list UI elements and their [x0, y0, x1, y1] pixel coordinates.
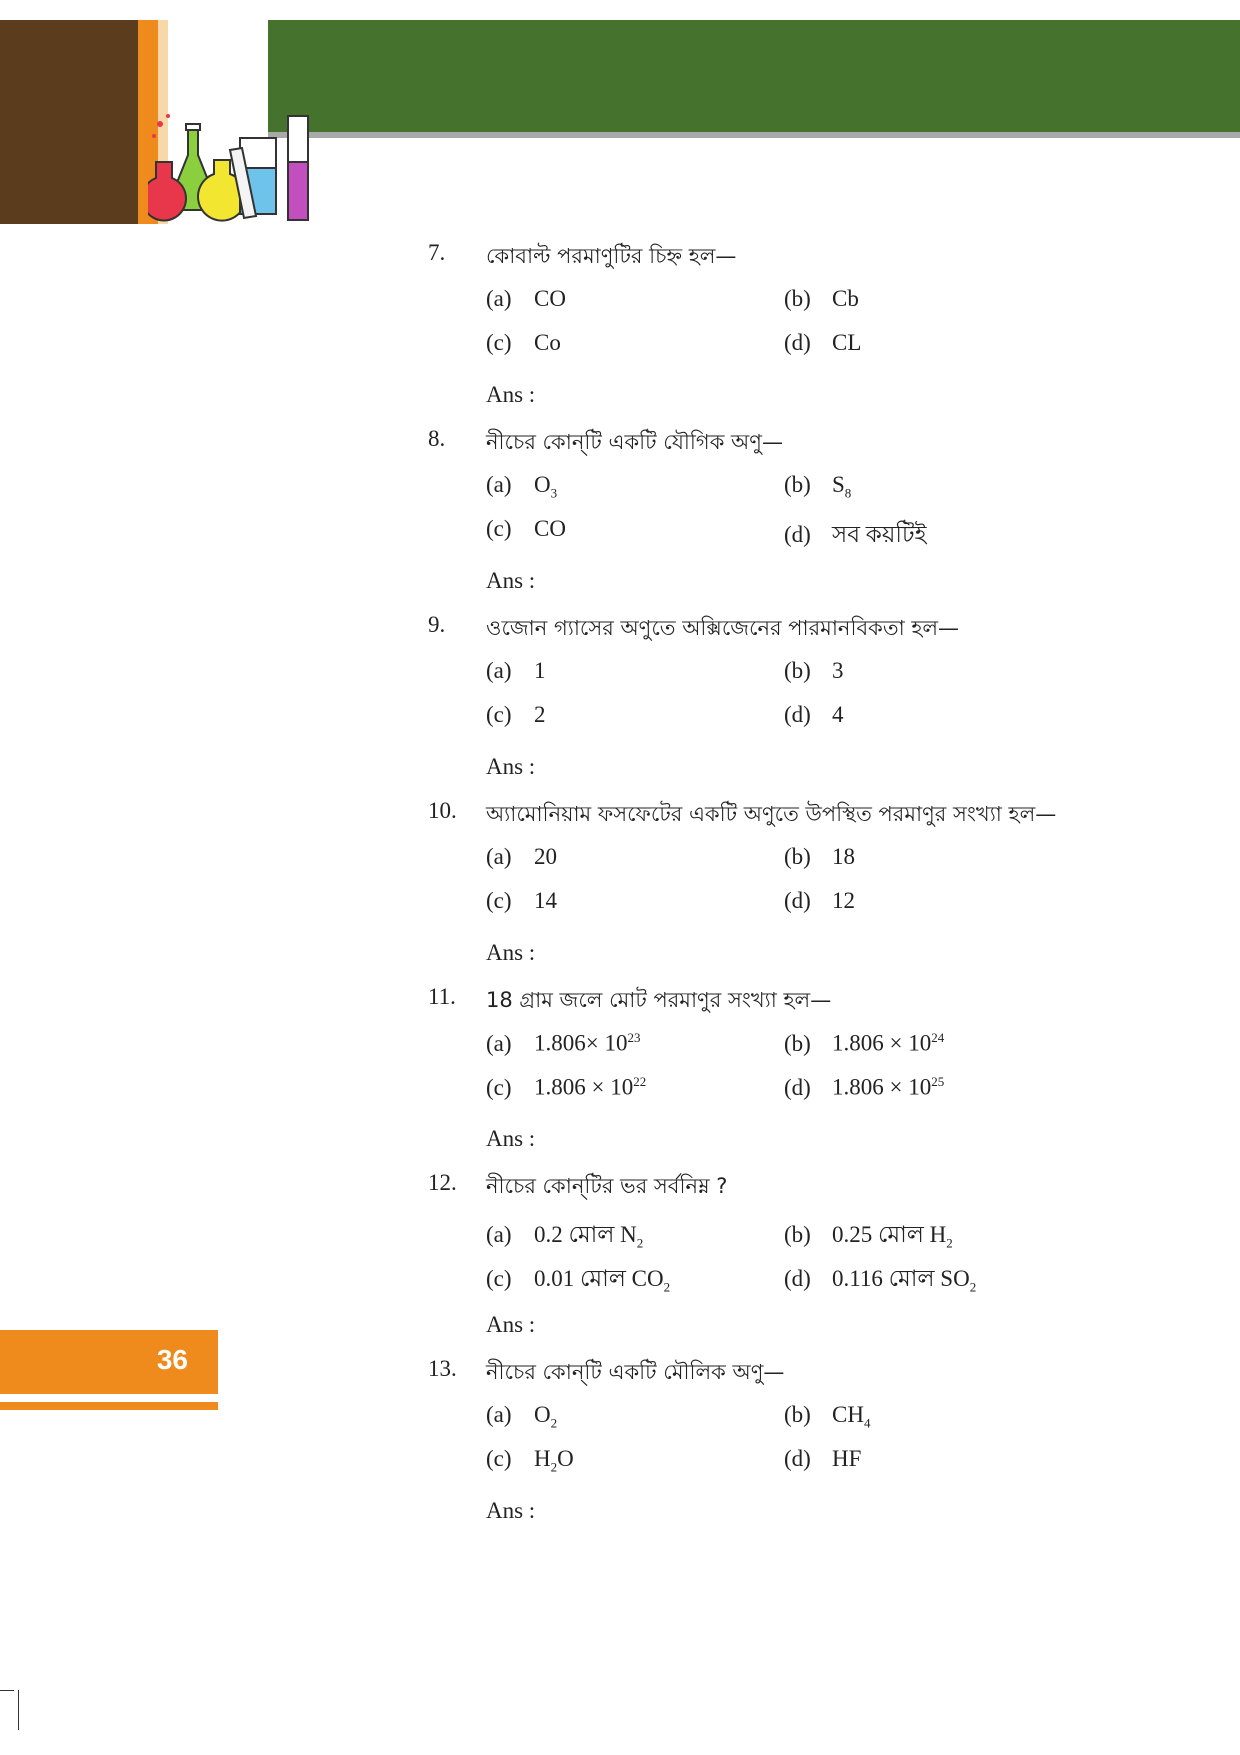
option-superscript: 22 — [633, 1074, 647, 1089]
option-label: (c) — [486, 888, 512, 913]
question-number: 10. — [428, 798, 457, 823]
option-value: CO — [534, 286, 566, 311]
header-brown-block — [0, 20, 140, 224]
answer-label: Ans : — [486, 940, 536, 965]
option-d — [784, 888, 855, 914]
header-banner-shadow — [268, 132, 1240, 138]
option-subscript: 3 — [550, 485, 558, 501]
option-c — [486, 1074, 646, 1101]
option-label: (a) — [486, 658, 512, 683]
option-value: O — [534, 1402, 551, 1427]
answer-label: Ans : — [486, 1126, 536, 1151]
option-value: CO — [534, 516, 566, 541]
option-label: (d) — [784, 888, 811, 913]
answer-label: Ans : — [486, 1312, 536, 1337]
option-label: (c) — [486, 516, 512, 541]
option-subscript: 2 — [946, 1235, 953, 1251]
option-superscript: 24 — [931, 1030, 945, 1045]
option-label: (a) — [486, 286, 512, 311]
option-label: (d) — [784, 330, 811, 355]
option-label: (a) — [486, 844, 512, 869]
option-subscript: 2 — [550, 1415, 558, 1431]
option-b — [784, 658, 844, 684]
option-c — [486, 1260, 670, 1299]
option-c — [486, 330, 561, 356]
option-a — [486, 472, 557, 502]
question-block — [0, 426, 1240, 612]
option-c — [486, 888, 557, 914]
question-number: 8. — [428, 426, 446, 451]
option-d — [784, 330, 861, 356]
question-number: 13. — [428, 1356, 457, 1381]
option-value: 1.806 × 10 — [832, 1030, 932, 1056]
option-value: H — [534, 1446, 551, 1471]
option-value: 4 — [832, 702, 844, 727]
option-b — [784, 844, 855, 870]
option-subscript: 4 — [863, 1415, 871, 1431]
option-b — [784, 286, 859, 312]
option-value: 2 — [534, 702, 546, 727]
option-subscript: 2 — [969, 1279, 977, 1295]
option-a — [486, 1402, 557, 1432]
page-number-tab — [0, 1330, 218, 1394]
option-label: (b) — [784, 286, 811, 311]
option-label: (b) — [784, 844, 811, 869]
option-c — [486, 516, 566, 542]
option-value: 18 — [832, 844, 855, 869]
option-label: (c) — [486, 1446, 512, 1471]
option-d — [784, 1446, 861, 1472]
answer-label: Ans : — [486, 1498, 536, 1523]
option-value: 20 — [534, 844, 557, 869]
option-value: 1.806 × 10 — [534, 1074, 634, 1100]
option-label: (c) — [486, 330, 512, 355]
option-b — [784, 472, 851, 502]
option-label: (a) — [486, 1030, 512, 1056]
option-label: (a) — [486, 1222, 512, 1247]
option-label: (d) — [784, 1074, 811, 1100]
crop-mark — [0, 1690, 14, 1691]
option-a — [486, 1030, 640, 1057]
option-value: 12 — [832, 888, 855, 913]
option-label: (d) — [784, 1266, 811, 1291]
question-text: অ্যামোনিয়াম ফসফেটের একটি অণুতে উপস্থিত পরমাণুর সংখ্যা হল— — [486, 802, 1057, 826]
option-value: CH — [832, 1402, 864, 1427]
question-number: 7. — [428, 240, 446, 265]
option-value: 1 — [534, 658, 546, 683]
option-label: (b) — [784, 472, 811, 497]
option-value: Cb — [832, 286, 859, 311]
option-value: 0.2 মোল N — [534, 1222, 637, 1247]
option-label: (b) — [784, 1402, 811, 1427]
option-superscript: 23 — [627, 1030, 641, 1045]
option-d — [784, 516, 926, 555]
option-value: S — [832, 472, 845, 497]
option-value: 1.806× 10 — [534, 1030, 628, 1056]
question-block — [0, 612, 1240, 798]
option-label: (b) — [784, 1222, 811, 1247]
option-a — [486, 658, 546, 684]
option-label: (b) — [784, 658, 811, 683]
option-value: CL — [832, 330, 862, 355]
option-label: (b) — [784, 1030, 811, 1056]
option-label: (d) — [784, 702, 811, 727]
question-number: 11. — [428, 984, 456, 1009]
option-value: O — [534, 472, 551, 497]
question-block — [0, 984, 1240, 1170]
option-label: (a) — [486, 472, 512, 497]
question-text: নীচের কোন্‌টি একটি যৌগিক অণু— — [486, 430, 783, 454]
option-value: 0.116 মোল SO — [832, 1266, 970, 1291]
header-green-banner — [268, 20, 1240, 132]
answer-label: Ans : — [486, 382, 536, 407]
option-d — [784, 1260, 976, 1299]
option-value: 3 — [832, 658, 844, 683]
option-label: (c) — [486, 1266, 512, 1291]
answer-label: Ans : — [486, 568, 536, 593]
option-c — [486, 1446, 574, 1476]
option-a — [486, 1216, 643, 1255]
option-value: 0.01 মোল CO — [534, 1266, 664, 1291]
question-block — [0, 1170, 1240, 1356]
question-text: কোবাল্ট পরমাণুটির চিহ্ন হল— — [486, 244, 737, 268]
option-superscript: 25 — [931, 1074, 945, 1089]
option-subscript: 2 — [636, 1235, 644, 1251]
option-label: (a) — [486, 1402, 512, 1427]
crop-mark — [18, 1690, 19, 1730]
question-number: 9. — [428, 612, 446, 637]
option-a — [486, 844, 557, 870]
question-block — [0, 240, 1240, 426]
option-label: (c) — [486, 702, 512, 727]
option-label: (d) — [784, 522, 811, 547]
question-text: ওজোন গ্যাসের অণুতে অক্সিজেনের পারমানবিকতা হল— — [486, 616, 960, 640]
page-tab-underline — [0, 1402, 218, 1410]
option-value-suffix: O — [557, 1446, 574, 1471]
page-number: 36 — [156, 1344, 188, 1375]
question-text: নীচের কোন্‌টির ভর সর্বনিম্ন ? — [486, 1174, 728, 1198]
option-subscript: 8 — [844, 485, 852, 501]
option-value: 0.25 মোল H — [832, 1222, 947, 1247]
answer-label: Ans : — [486, 754, 536, 779]
option-subscript: 2 — [663, 1279, 671, 1295]
option-value: 1.806 × 10 — [832, 1074, 932, 1100]
question-text: 18 গ্রাম জলে মোট পরমাণুর সংখ্যা হল— — [486, 988, 832, 1012]
question-text: নীচের কোন্‌টি একটি মৌলিক অণু— — [486, 1360, 785, 1384]
option-value: Co — [534, 330, 561, 355]
option-b — [784, 1216, 953, 1255]
option-b — [784, 1030, 944, 1057]
option-label: (c) — [486, 1074, 512, 1100]
option-a — [486, 286, 566, 312]
option-value: HF — [832, 1446, 862, 1471]
option-value: সব কয়টিই — [832, 522, 927, 547]
option-subscript: 2 — [550, 1459, 558, 1475]
question-block — [0, 798, 1240, 984]
option-label: (d) — [784, 1446, 811, 1471]
option-b — [784, 1402, 870, 1432]
lab-flasks-icon — [148, 110, 318, 226]
option-c — [486, 702, 546, 728]
option-value: 14 — [534, 888, 557, 913]
option-d — [784, 1074, 944, 1101]
option-d — [784, 702, 844, 728]
question-number: 12. — [428, 1170, 457, 1195]
